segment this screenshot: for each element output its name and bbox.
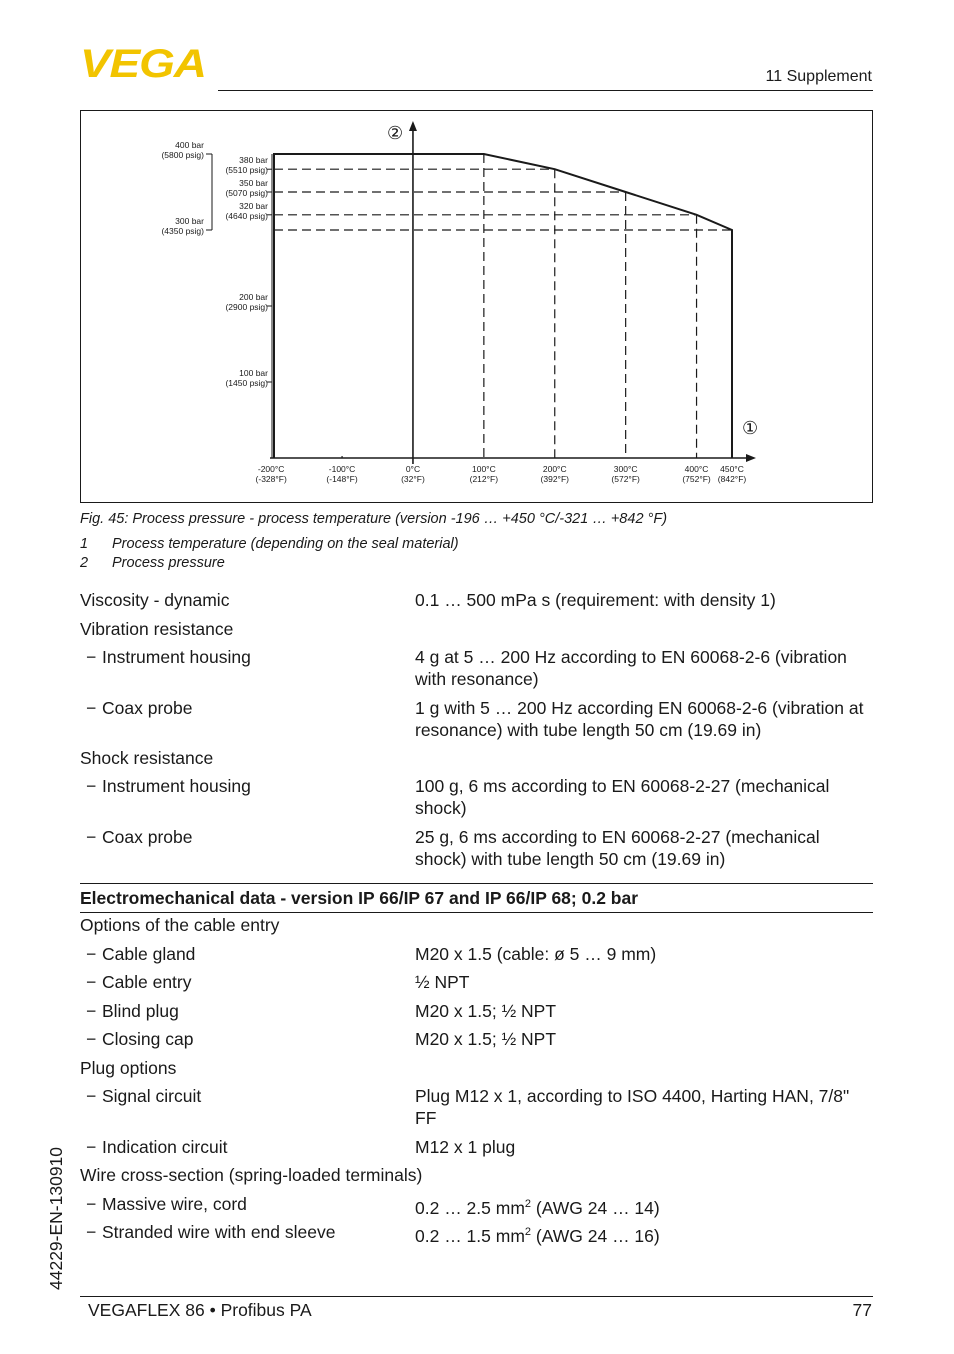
y-tick-label: 400 bar [175,140,204,150]
y-tick-label: 350 bar [239,178,268,188]
marker-temperature: ① [742,418,759,439]
spec-label: Instrument housing [102,776,251,796]
footer-product: VEGAFLEX 86 • Profibus PA [88,1300,312,1320]
legend-number: 1 [80,536,89,552]
x-tick-label: 100°C [471,464,496,474]
spec-label: Vibration resistance [80,619,234,639]
spec-label: Plug options [80,1058,177,1078]
y-tick-label: 320 bar [239,200,268,211]
legend-text: Process pressure [112,555,225,571]
spec-label: Blind plug [102,1001,179,1021]
y-tick-label: 300 bar [175,216,204,226]
figure-caption: Fig. 45: Process pressure - process temperature (version -196 … +450 °C/-321 … +842 °F) [80,511,668,527]
section-title: 11 Supplement [765,68,872,85]
spec-label: Coax probe [102,698,193,718]
x-tick-label: (842°F) [717,474,747,484]
electromechanical-heading [80,883,873,913]
x-tick-label: (-148°F) [326,474,358,484]
spec-value: M20 x 1.5; ½ NPT [415,1029,557,1049]
spec-label: Massive wire, cord [102,1194,247,1214]
dash: − [86,698,97,718]
spec-label: Wire cross-section (spring-loaded terminals) [80,1165,423,1185]
dash: − [86,1194,97,1214]
x-tick-label: 300°C [613,464,638,474]
dash: − [86,1029,97,1049]
page-number: 77 [852,1300,872,1320]
dash: − [86,1222,97,1242]
y-tick-label: (2900 psig) [225,302,268,312]
dash: − [86,972,97,992]
spec-value: 0.2 … 1.5 $mm^2$ (AWG 24 … 16) [415,1225,660,1246]
x-tick-label: 200°C [542,464,567,474]
legend-item-1 [80,536,459,552]
spec-value: Plug M12 x 1, according to ISO 4400, Harting HAN, 7/8" FF [415,1086,850,1128]
spec-value: M20 x 1.5 (cable: ø 5 … 9 mm) [415,944,657,964]
dash: − [86,944,97,964]
x-tick-label: -200°C [257,464,285,474]
x-axis-arrow [746,454,756,462]
spec-label: Coax probe [102,827,193,847]
spec-value: 100 g, 6 ms according to EN 60068-2-27 (mechanical shock) [415,776,830,818]
x-tick-label: 400°C [684,464,709,474]
spec-label: Viscosity - dynamic [80,590,230,610]
dash: − [86,827,97,847]
legend-number: 2 [80,555,89,571]
dash: − [86,776,97,796]
x-tick-label: (212°F) [469,474,499,484]
x-tick-label: -100°C [328,464,356,474]
spec-label: Indication circuit [102,1137,228,1157]
section-heading-text: Electromechanical data - version IP 66/IP 67 and IP 66/IP 68; 0.2 bar [80,888,639,908]
x-tick-label: 0°C [405,464,421,474]
y-tick-label: 100 bar [239,368,268,378]
spec-value: M12 x 1 plug [415,1137,516,1157]
x-tick-label: (572°F) [611,474,640,484]
y-tick-label: (5510 psig) [225,165,268,176]
series-line [274,154,732,458]
y-tick-label: 380 bar [239,155,268,166]
header-rule [218,90,873,91]
spec-value: 4 g at 5 … 200 Hz according to EN 60068-2-6 (vibration with resonance) [415,647,847,689]
spec-value: 0.1 … 500 mPa s (requirement: with density 1) [415,590,776,610]
legend-text: Process temperature (depending on the seal material) [112,536,459,552]
y-axis-arrow [409,121,417,131]
footer-rule [80,1296,873,1297]
y-tick-label: (1450 psig) [225,378,268,388]
x-tick-label: (-328°F) [255,474,287,484]
dash: − [86,647,97,667]
marker-pressure: ② [386,123,404,144]
chart-svg [81,111,872,502]
spec-label: Cable gland [102,944,196,964]
x-tick-label: (752°F) [682,474,711,484]
spec-label: Closing cap [102,1029,194,1049]
y-tick-label: (5800 psig) [161,150,204,160]
spec-label: Instrument housing [102,647,251,667]
spec-label: Signal circuit [102,1086,202,1106]
dash: − [86,1001,97,1021]
spec-label: Stranded wire with end sleeve [102,1222,336,1242]
y-tick-label: 200 bar [239,292,268,302]
spec-label: Cable entry [102,972,192,992]
spec-value: ½ NPT [415,972,470,992]
x-tick-label: 450°C [720,464,744,474]
x-tick-label: (392°F) [540,474,569,484]
spec-value: M20 x 1.5; ½ NPT [415,1001,557,1021]
legend-item-2 [80,555,225,571]
y-tick-label: (4640 psig) [225,210,268,221]
vega-logo: VEGA [80,42,206,86]
document-code: 44229-EN-130910 [46,1146,66,1290]
x-tick-label: (32°F) [401,474,425,484]
pressure-temperature-chart [80,110,873,503]
spec-label: Options of the cable entry [80,915,280,935]
y-tick-label: (5070 psig) [225,188,268,198]
spec-label: Shock resistance [80,748,214,768]
dash: − [86,1086,97,1106]
spec-value: 0.2 … 2.5 $mm^2$ (AWG 24 … 14) [415,1197,660,1218]
y-tick-label: (4350 psig) [161,226,204,236]
dash: − [86,1137,97,1157]
spec-value: 1 g with 5 … 200 Hz according EN 60068-2-6 (vibration at resonance) with tube length 50 cm (19.69 in) [415,698,864,740]
spec-value: 25 g, 6 ms according to EN 60068-2-27 (mechanical shock) with tube length 50 cm (19.69 in) [415,827,820,869]
